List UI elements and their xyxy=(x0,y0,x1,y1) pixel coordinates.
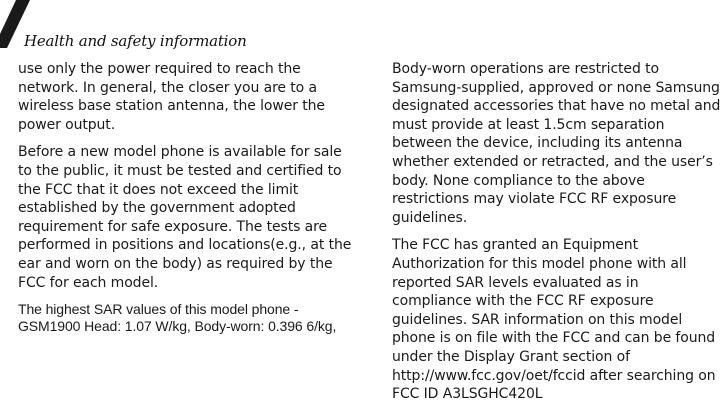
paragraph-power-output: use only the power required to reach the network. In general, the closer you are to a wireless base station antenna, the lower the power output. xyxy=(18,61,325,133)
right-text-column xyxy=(392,60,722,401)
paragraph-sar-values: The highest SAR values of this model phone - GSM1900 Head: 1.07 W/kg, Body-worn: 0.396 6/kg, xyxy=(18,301,337,335)
left-text-column xyxy=(18,60,354,344)
section-header-title: Health and safety information xyxy=(24,32,247,50)
paragraph-body-worn: Body-worn operations are restricted to Samsung-supplied, approved or none Samsung designated accessories that have no metal and must provide at least 1.5cm separation between the device, including its antenna whether extended or retracted, and the user’s body. None compliance to the above restrictions may violate FCC RF exposure guidelines. xyxy=(392,61,721,226)
paragraph-fcc-testing: Before a new model phone is available for sale to the public, it must be tested and certified to the FCC that it does not exceed the limit established by the government adopted requirement for safe exposure. The tests are performed in positions and locations(e.g., at the ear and worn on the body) as required by the FCC for each model. xyxy=(18,144,352,291)
paragraph-equipment-authorization: The FCC has granted an Equipment Authorization for this model phone with all reported SAR levels evaluated as in compliance with the FCC RF exposure guidelines. SAR information on this model phone is on file with the FCC and can be found under the Display Grant section of http://www.fcc.gov/oet/fccid after searching on FCC ID A3LSGHC420L xyxy=(392,237,716,401)
